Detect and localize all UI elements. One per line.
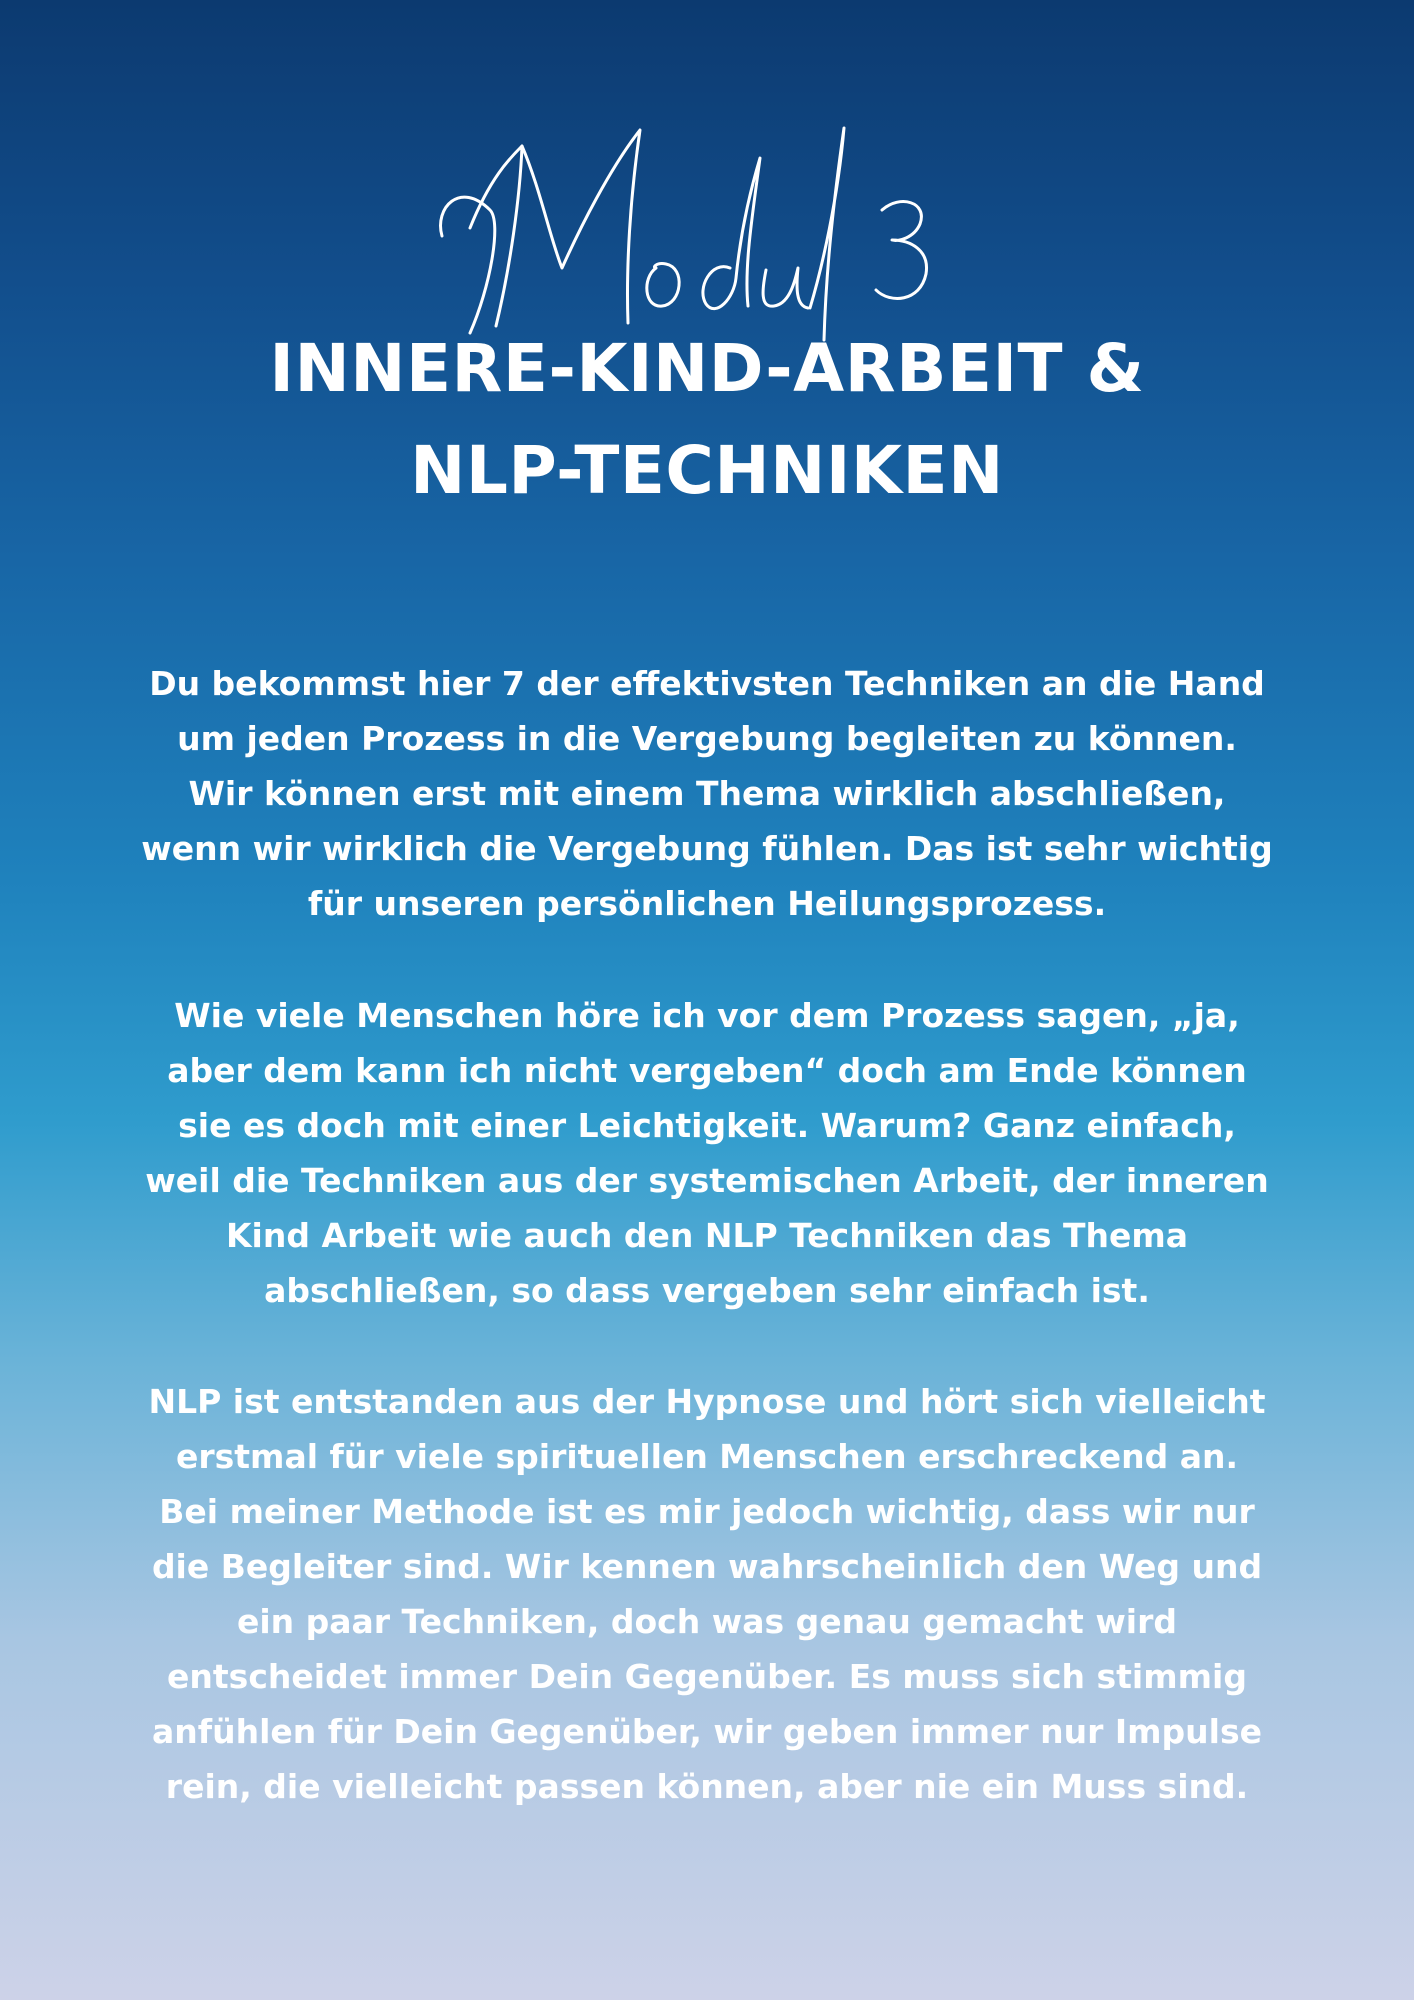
- paragraph-line: aber dem kann ich nicht vergeben“ doch am Ende können: [167, 1051, 1247, 1090]
- paragraph-line: abschließen, so dass vergeben sehr einfach ist.: [264, 1271, 1150, 1310]
- paragraph-line: Wir können erst mit einem Thema wirklich abschließen,: [188, 774, 1226, 813]
- paragraph-line: entscheidet immer Dein Gegenüber. Es muss sich stimmig: [167, 1657, 1247, 1696]
- paragraph-line: für unseren persönlichen Heilungsprozess.: [307, 884, 1107, 923]
- paragraph-line: erstmal für viele spirituellen Menschen erschreckend an.: [175, 1437, 1238, 1476]
- paragraph-line: Wie viele Menschen höre ich vor dem Prozess sagen, „ja,: [174, 996, 1240, 1035]
- paragraph-techniques: [30, 988, 1384, 1318]
- paragraph-line: die Begleiter sind. Wir kennen wahrscheinlich den Weg und: [151, 1547, 1263, 1586]
- paragraph-nlp: [30, 1374, 1384, 1814]
- paragraph-line: sie es doch mit einer Leichtigkeit. Warum? Ganz einfach,: [178, 1106, 1236, 1145]
- page-title-line: NLP-TECHNIKEN: [410, 432, 1004, 509]
- script-title: [430, 118, 950, 348]
- paragraph-line: Kind Arbeit wie auch den NLP Techniken das Thema: [225, 1216, 1188, 1255]
- paragraph-line: weil die Techniken aus der systemischen Arbeit, der inneren: [145, 1161, 1269, 1200]
- paragraph-line: ein paar Techniken, doch was genau gemacht wird: [236, 1602, 1178, 1641]
- page-title-line: INNERE-KIND-ARBEIT &: [269, 330, 1145, 407]
- paragraph-line: anfühlen für Dein Gegenüber, wir geben immer nur Impulse: [151, 1712, 1262, 1751]
- paragraph-line: rein, die vielleicht passen können, aber nie ein Muss sind.: [165, 1767, 1249, 1806]
- page-title: [0, 318, 1414, 522]
- script-title-lettering: [430, 118, 950, 348]
- paragraph-line: wenn wir wirklich die Vergebung fühlen. Das ist sehr wichtig: [141, 829, 1273, 868]
- paragraph-line: Bei meiner Methode ist es mir jedoch wichtig, dass wir nur: [159, 1492, 1255, 1531]
- paragraph-line: Du bekommst hier 7 der effektivsten Techniken an die Hand: [149, 664, 1265, 703]
- paragraph-line: um jeden Prozess in die Vergebung begleiten zu können.: [177, 719, 1237, 758]
- paragraph-line: NLP ist entstanden aus der Hypnose und hört sich vielleicht: [148, 1382, 1266, 1421]
- paragraph-forgiveness-intro: [30, 656, 1384, 931]
